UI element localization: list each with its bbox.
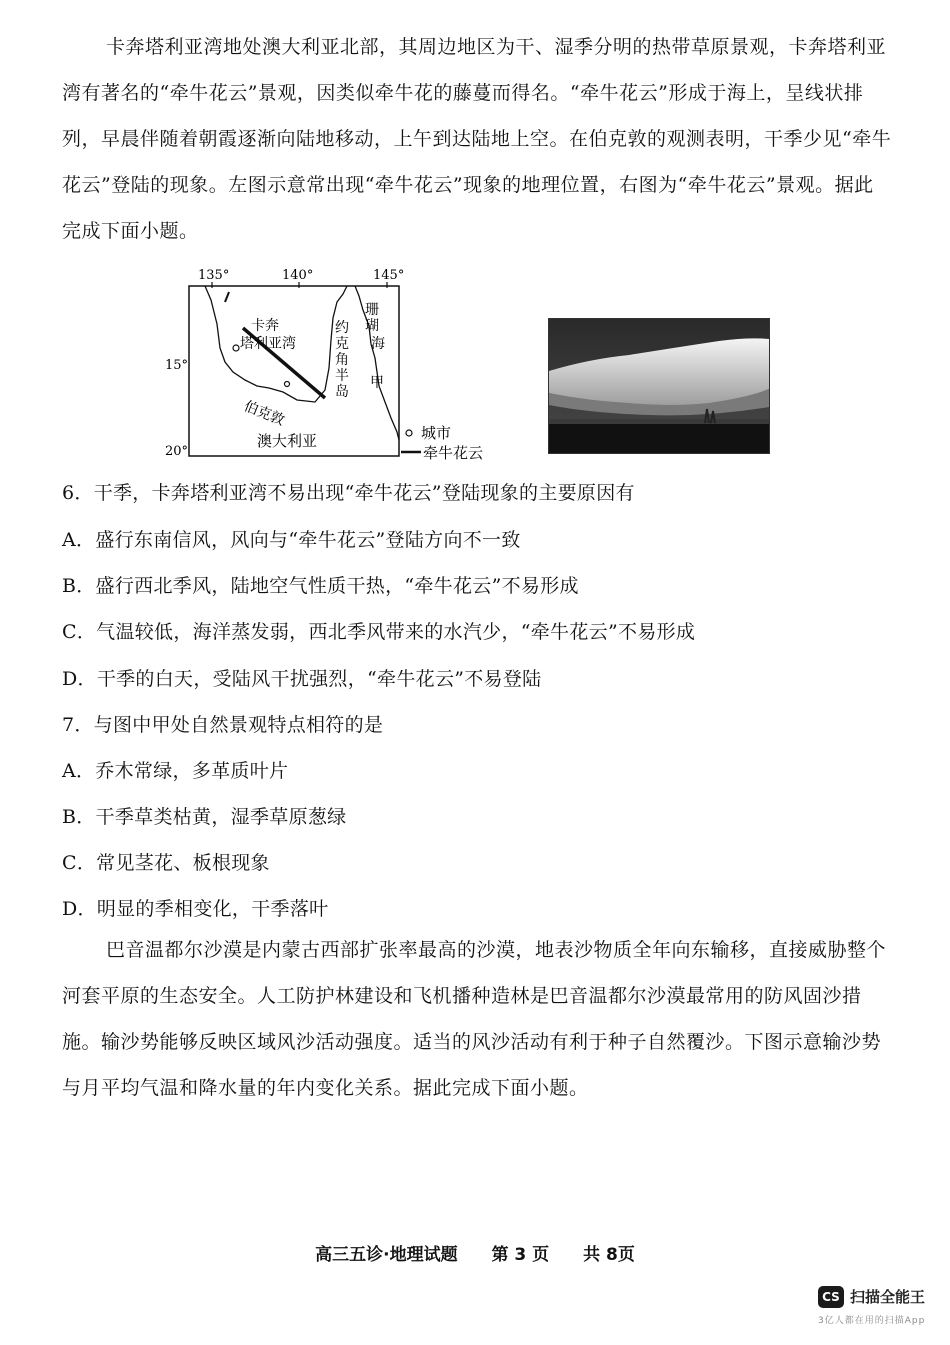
- town-label: 伯克敦: [241, 398, 287, 429]
- q6-stem: 6．干季，卡奔塔利亚湾不易出现“牵牛花云”登陆现象的主要原因有: [62, 482, 635, 504]
- peninsula-char-1: 约: [335, 320, 349, 336]
- q7-option-b: B．干季草类枯黄，湿季草原葱绿: [62, 806, 347, 828]
- jia-label: 甲: [370, 375, 384, 391]
- q6-option-b: B．盛行西北季风，陆地空气性质干热，“牵牛花云”不易形成: [62, 575, 579, 597]
- country-label: 澳大利亚: [257, 432, 318, 450]
- q6-option-a: A．盛行东南信风，风向与“牵牛花云”登陆方向不一致: [62, 529, 521, 551]
- camscanner-tagline: 3亿人都在用的扫描App: [818, 1316, 926, 1326]
- legend-city-symbol: [406, 430, 412, 436]
- lon-label-140: 140°: [282, 268, 314, 283]
- city-symbol-2: [285, 382, 290, 387]
- page-footer: [0, 1240, 950, 1265]
- gulf-label-line-1: 卡奔: [251, 318, 279, 334]
- footer-exam-title: 高三五诊·地理试题: [315, 1245, 458, 1265]
- peninsula-char-2: 克: [335, 336, 349, 352]
- gulf-label-line-2: 塔利亚湾: [240, 336, 296, 352]
- lon-label-145: 145°: [373, 268, 405, 283]
- city-symbol-1: [233, 345, 239, 351]
- legend-city-label: 城市: [421, 424, 452, 442]
- sea-char-2: 瑚: [365, 318, 379, 334]
- q6-option-d: D．干季的白天，受陆风干扰强烈，“牵牛花云”不易登陆: [62, 668, 542, 690]
- lon-label-135: 135°: [198, 268, 230, 283]
- q7-stem: 7．与图中甲处自然景观特点相符的是: [62, 714, 384, 736]
- peninsula-char-4: 半: [335, 368, 349, 384]
- intro-paragraph-2: 巴音温都尔沙漠是内蒙古西部扩张率最高的沙漠，地表沙物质全年向东输移，直接威胁整个河套平原的生态安全。人工防护林建设和飞机播种造林是巴音温都尔沙漠最常用的防风固沙措施。输沙势能够反映区域风沙活动强度。适当的风沙活动有利于种子自然覆沙。下图示意输沙势与月平均气温和降水量的年内变化关系。据此完成下面小题。: [62, 939, 887, 1099]
- q7-option-d: D．明显的季相变化，干季落叶: [62, 898, 329, 920]
- camscanner-logo-icon: CS: [818, 1286, 844, 1308]
- lat-label-20: 20°: [165, 444, 189, 459]
- legend-cloud-label: 牵牛花云: [423, 444, 484, 462]
- intro-paragraph-1: 卡奔塔利亚湾地处澳大利亚北部，其周边地区为干、湿季分明的热带草原景观，卡奔塔利亚湾有著名的“牵牛花云”景观，因类似牵牛花的藤蔓而得名。“牵牛花云”形成于海上，呈线状排列，早晨伴随着朝霞逐渐向陆地移动，上午到达陆地上空。在伯克敦的观测表明，干季少见“牵牛花云”登陆的现象。左图示意常出现“牵牛花云”现象的地理位置，右图为“牵牛花云”景观。据此完成下面小题。: [62, 36, 892, 242]
- peninsula-char-3: 角: [335, 352, 349, 368]
- footer-total-pages: 共 8页: [583, 1245, 635, 1265]
- sea-char-1: 珊: [365, 302, 379, 318]
- lat-label-15: 15°: [165, 358, 189, 373]
- sea-char-3: 海: [371, 336, 385, 352]
- q7-option-a: A．乔木常绿，多革质叶片: [62, 760, 289, 782]
- q7-option-c: C．常见茎花、板根现象: [62, 852, 270, 874]
- footer-page-number: 第 3 页: [491, 1245, 550, 1265]
- island-mark: [225, 292, 229, 302]
- camscanner-name: 扫描全能王: [850, 1288, 926, 1306]
- q6-option-c: C．气温较低，海洋蒸发弱，西北季风带来的水汽少，“牵牛花云”不易形成: [62, 621, 696, 643]
- peninsula-char-5: 岛: [335, 384, 349, 400]
- location-map: [165, 262, 505, 462]
- morning-glory-cloud-photo: [548, 318, 770, 454]
